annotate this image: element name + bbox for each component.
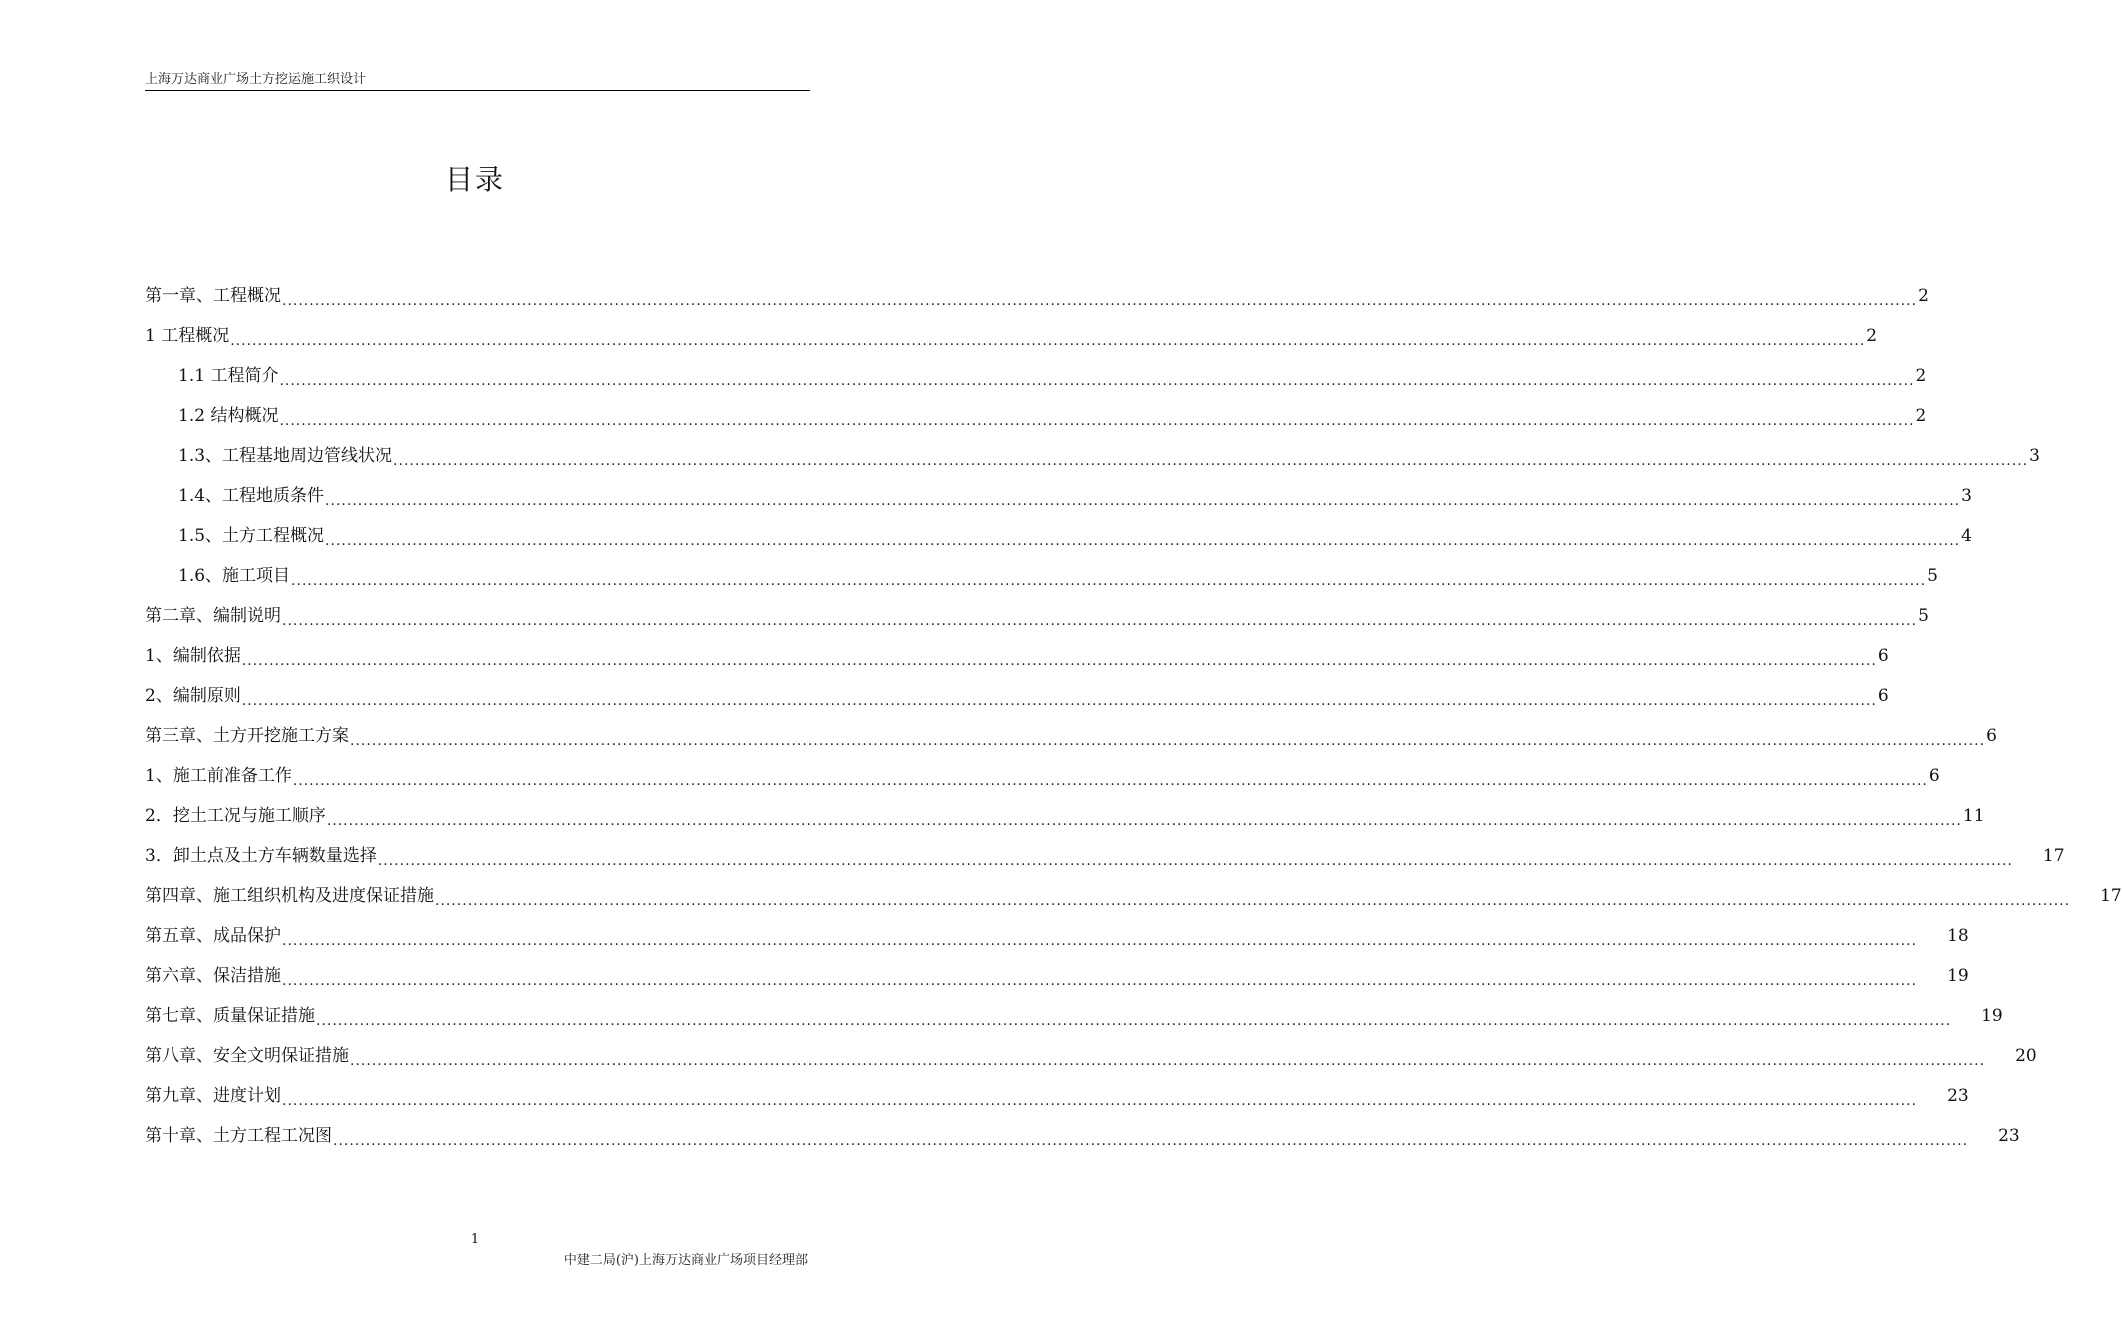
toc-dot-leader: ............................................................................................................................................................................................................................................................................................................ (350, 733, 1986, 749)
toc-entry[interactable] (145, 556, 1938, 596)
toc-entry-page: 6 (1877, 686, 1889, 706)
toc-entry-label: 1.5、土方工程概况 (178, 526, 325, 546)
toc-entry-label: 第二章、编制说明 (145, 606, 281, 626)
toc-entry-label: 1.6、施工项目 (178, 566, 291, 586)
running-footer: 中建二局(沪)上海万达商业广场项目经理部 (563, 1253, 808, 1268)
toc-entry-label: 1.4、工程地质条件 (178, 486, 325, 506)
toc-entry[interactable] (145, 916, 1969, 956)
toc-entry-label: 第一章、工程概况 (145, 286, 281, 306)
toc-entry-label: 第四章、施工组织机构及进度保证措施 (145, 886, 434, 906)
toc-dot-leader: ............................................................................................................................................................................................................................................................................................................ (325, 493, 1961, 509)
toc-entry-page: 18 (1947, 926, 1969, 946)
toc-entry-label: 第八章、安全文明保证措施 (145, 1046, 349, 1066)
toc-entry-page: 19 (1981, 1006, 2003, 1026)
toc-dot-leader: ............................................................................................................................................................................................................................................................................................................ (241, 693, 1877, 709)
toc-entry[interactable] (145, 596, 1929, 636)
toc-dot-leader: ............................................................................................................................................................................................................................................................................................................ (435, 893, 2071, 909)
toc-dot-leader: ............................................................................................................................................................................................................................................................................................................ (292, 773, 1928, 789)
toc-entry[interactable] (145, 876, 2122, 916)
toc-entry-page: 20 (2015, 1046, 2037, 1066)
toc-entry[interactable] (145, 676, 1889, 716)
toc-entry[interactable] (145, 516, 1972, 556)
toc-entry-label: 1 工程概况 (145, 326, 230, 346)
toc-entry-page: 6 (1928, 766, 1940, 786)
toc-entry[interactable] (145, 836, 2065, 876)
toc-entry-page: 5 (1918, 606, 1929, 626)
toc-entry[interactable] (145, 1036, 2037, 1076)
toc-dot-leader: ............................................................................................................................................................................................................................................................................................................ (230, 333, 1866, 349)
toc-dot-leader: ............................................................................................................................................................................................................................................................................................................ (326, 813, 1962, 829)
page-number: 1 (470, 1232, 480, 1247)
toc-entry-page: 6 (1986, 726, 1997, 746)
toc-entry-label: 2、编制原则 (145, 686, 241, 706)
toc-entry-label: 第九章、进度计划 (145, 1086, 281, 1106)
toc-entry-label: 第三章、土方开挖施工方案 (145, 726, 349, 746)
toc-dot-leader: ............................................................................................................................................................................................................................................................................................................ (350, 1053, 1986, 1069)
toc-entry-page: 2 (1866, 326, 1878, 346)
toc-entry[interactable] (145, 316, 1878, 356)
toc-entry-page: 23 (1947, 1086, 1969, 1106)
toc-entry[interactable] (145, 356, 1927, 396)
toc-entry[interactable] (145, 716, 1997, 756)
toc-dot-leader: ............................................................................................................................................................................................................................................................................................................ (333, 1133, 1969, 1149)
toc-dot-leader: ............................................................................................................................................................................................................................................................................................................ (282, 933, 1918, 949)
toc-entry-page: 3 (1961, 486, 1972, 506)
toc-entry-label: 1、编制依据 (145, 646, 241, 666)
toc-entry-page: 19 (1947, 966, 1969, 986)
toc-dot-leader: ............................................................................................................................................................................................................................................................................................................ (377, 853, 2013, 869)
toc-entry[interactable] (145, 636, 1889, 676)
toc-entry-label: 1.3、工程基地周边管线状况 (178, 446, 393, 466)
toc-entry-label: 1.2 结构概况 (178, 406, 279, 426)
toc-entry-page: 3 (2029, 446, 2040, 466)
toc-entry-label: 第七章、质量保证措施 (145, 1006, 315, 1026)
toc-dot-leader: ............................................................................................................................................................................................................................................................................................................ (282, 613, 1918, 629)
toc-dot-leader: ............................................................................................................................................................................................................................................................................................................ (282, 293, 1918, 309)
toc-entry-page: 4 (1961, 526, 1972, 546)
toc-dot-leader: ............................................................................................................................................................................................................................................................................................................ (393, 453, 2029, 469)
toc-entry-page: 23 (1998, 1126, 2020, 1146)
table-of-contents (145, 276, 2122, 1156)
toc-entry[interactable] (145, 756, 1940, 796)
toc-entry-label: 第六章、保洁措施 (145, 966, 281, 986)
toc-entry[interactable] (145, 796, 1985, 836)
toc-entry-page: 2 (1915, 406, 1927, 426)
toc-dot-leader: ............................................................................................................................................................................................................................................................................................................ (282, 1093, 1918, 1109)
page-title: 目录 (444, 163, 505, 196)
toc-entry-page: 2 (1915, 366, 1927, 386)
toc-entry-label: 1.1 工程简介 (178, 366, 279, 386)
toc-dot-leader: ............................................................................................................................................................................................................................................................................................................ (316, 1013, 1952, 1029)
toc-dot-leader: ............................................................................................................................................................................................................................................................................................................ (282, 973, 1918, 989)
toc-entry[interactable] (145, 1116, 2020, 1156)
toc-dot-leader: ............................................................................................................................................................................................................................................................................................................ (325, 533, 1961, 549)
toc-entry[interactable] (145, 476, 1972, 516)
toc-entry-page: 17 (2042, 846, 2065, 866)
toc-dot-leader: ............................................................................................................................................................................................................................................................................................................ (291, 573, 1927, 589)
toc-dot-leader: ............................................................................................................................................................................................................................................................................................................ (279, 373, 1915, 389)
toc-entry-page: 17 (2100, 886, 2122, 906)
toc-entry-label: 3．卸土点及土方车辆数量选择 (145, 846, 377, 866)
toc-entry-label: 第十章、土方工程工况图 (145, 1126, 332, 1146)
toc-entry-label: 2．挖土工况与施工顺序 (145, 806, 326, 826)
toc-entry[interactable] (145, 436, 2040, 476)
toc-dot-leader: ............................................................................................................................................................................................................................................................................................................ (241, 653, 1877, 669)
toc-entry[interactable] (145, 396, 1927, 436)
toc-entry[interactable] (145, 276, 1929, 316)
toc-dot-leader: ............................................................................................................................................................................................................................................................................................................ (279, 413, 1915, 429)
toc-entry[interactable] (145, 1076, 1969, 1116)
toc-entry[interactable] (145, 996, 2003, 1036)
running-header: 上海万达商业广场土方挖运施工织设计 (145, 72, 810, 91)
toc-entry-label: 第五章、成品保护 (145, 926, 281, 946)
toc-entry[interactable] (145, 956, 1969, 996)
toc-entry-label: 1、施工前准备工作 (145, 766, 292, 786)
toc-entry-page: 6 (1877, 646, 1889, 666)
toc-entry-page: 11 (1962, 806, 1985, 826)
toc-entry-page: 2 (1918, 286, 1929, 306)
toc-entry-page: 5 (1927, 566, 1938, 586)
